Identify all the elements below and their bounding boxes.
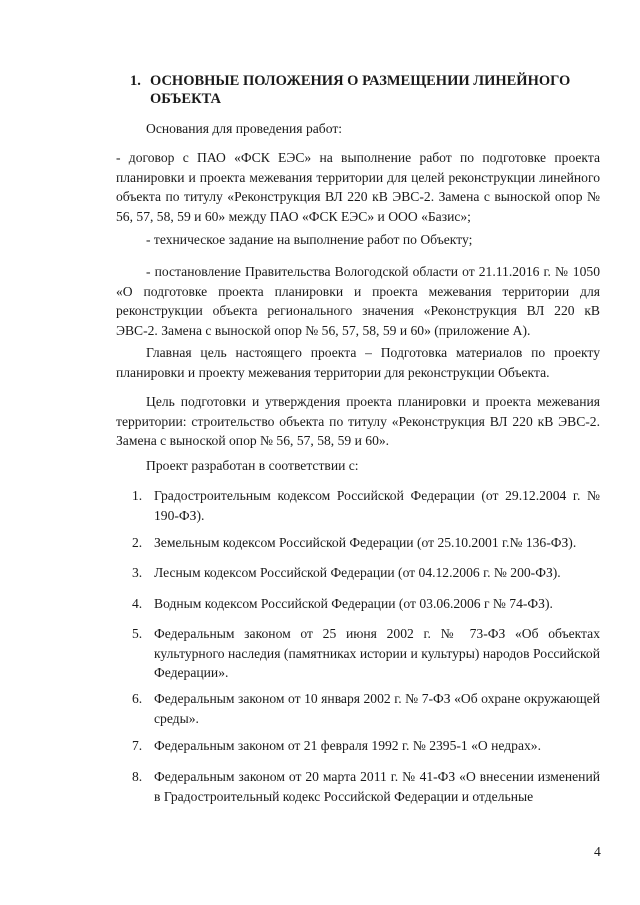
list-item-text: Земельным кодексом Российской Федерации (от 25.10.2001 г.№ 136-ФЗ). [154,535,577,550]
paragraph-grounds: Основания для проведения работ: [146,121,343,136]
list-item-number: 2. [132,535,143,550]
list-item-number: 6. [132,691,143,706]
page-number: 4 [594,844,601,859]
section-number: 1. [130,73,141,89]
paragraph-purpose: Цель подготовки и утверждения проекта планировки и проекта межевания территории: строительство объекта по титулу «Реконструкция ВЛ 220 кВ ЭВС-2. Замена с выноской опор № 56, 57, 58, 59 и 60». [116,394,600,449]
list-item-text: Федеральным законом от 25 июня 2002 г. № 73-ФЗ «Об объектах культурного наследия (памятниках истории и культуры) народов Российской Федерации». [154,626,600,681]
list-item-number: 5. [132,626,143,641]
list-item-text: Федеральным законом от 20 марта 2011 г. № 41-ФЗ «О внесении изменений в Градостроительный кодекс Российской Федерации и отдельные [154,769,600,804]
list-item-number: 1. [132,488,143,503]
list-item-number: 8. [132,769,143,784]
list-item-number: 4. [132,596,143,611]
paragraph-contract: - договор с ПАО «ФСК ЕЭС» на выполнение работ по подготовке проекта планировки и проекта межевания территории для целей реконструкции линейного объекта по титулу «Реконструкция ВЛ 220 кВ ЭВС-2. Замена с выноской опор № 56, 57, 58, 59 и 60» между ПАО «ФСК ЕЭС» и ООО «Базис»; [116,150,600,224]
paragraph-developed: Проект разработан в соответствии с: [146,458,359,473]
paragraph-main-goal: Главная цель настоящего проекта – Подготовка материалов по проекту планировки и проекту межевания территории для реконструкции Объекта. [116,345,600,380]
list-item-number: 3. [132,565,143,580]
list-item-text: Лесным кодексом Российской Федерации (от 04.12.2006 г. № 200-ФЗ). [154,565,561,580]
list-item-text: Водным кодексом Российской Федерации (от 03.06.2006 г № 74-ФЗ). [154,596,553,611]
list-item-text: Федеральным законом от 21 февраля 1992 г. № 2395-1 «О недрах». [154,738,541,753]
paragraph-decree: - постановление Правительства Вологодской области от 21.11.2016 г. № 1050 «О подготовке проекта планировки и проекта межевания территории для реконструкции объекта регионального значения «Реконструкция ВЛ 220 кВ ЭВС-2. Замена с выноской опор № 56, 57, 58, 59 и 60» (приложение А). [116,264,600,338]
list-item-text: Федеральным законом от 10 января 2002 г. № 7-ФЗ «Об охране окружающей среды». [154,691,600,726]
list-item-text: Градостроительным кодексом Российской Федерации (от 29.12.2004 г. № 190-ФЗ). [154,488,600,523]
section-title: ОСНОВНЫЕ ПОЛОЖЕНИЯ О РАЗМЕЩЕНИИ ЛИНЕЙНОГО ОБЪЕКТА [150,73,571,107]
paragraph-tech-task: - техническое задание на выполнение работ по Объекту; [146,232,473,247]
list-item-number: 7. [132,738,143,753]
